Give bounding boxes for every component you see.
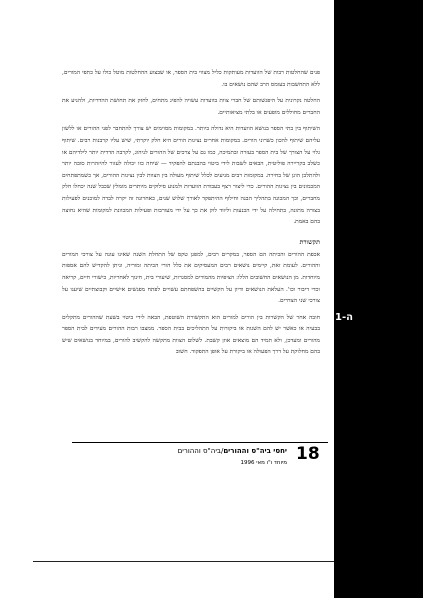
paragraph: השיתוף בין בתי הספר בנושא הוועדות היא נדולה ביותר. במקומות מסוימים יש צורך להתחבר לפני ההורים או ללשון עליהם שיתוף להכון כשרוני הורים. במקומות אחרים נציגות הורים היא חלק יוקרתי, שיש עליו קרבנות רבים. שיתוף גלוי על הצורך של בית הספר בעזרה ובתמיכה, כמו גם על צרכים של ההורים לניהוג, לקרבה הדדית יותר לילדיהם או כשלב בקריירה פוליטית, הבאים לשבות לידי ביטוי בהבנתם להפקיד — שיחה כזו יכולה לעזור להיזהרות סובה יותר ולהתלבן הוגן של בחירה. במקומות רבים מניעים לכלל שיתוף מעולה בין הצוות לבין נציגות ההורים, אך כשמתפתחים המכמונים בין נציגות ההורים. כדי ליצור רצף בעבודת הוועדות ולמנוע סילוקים מיותרים מומלץ שכבל שנה יכחלו חלק מחברים, וכך המכונה בתהליך הבנה וחילוף ההיתפקד לאורך שלוש שנים, כאחרונה זה יקרה לבדה למוכנים לפעילות בצורה מתונה, בתחילה על ידי הכנעות וליווד לוק את כך על ידי מעורבות ופעילות המכוונת למקומות שהיא נחוצה בהם באמת. [62,126,320,226]
footer-rule [72,442,328,443]
paragraph: פנים שהחלטות רבות של הוועדות מעותקות כליל מצווי בית הספר, או שבצוע ההחלטות מוטל כולו על כתפי המורים, ללא התחשבות בעומס הרב שהם נושאים בו. [62,70,320,88]
paragraph: אכפת ההורים והכיתה הם הספר, במקרים רבים, למפגן טקס של התחלת השנה שאינו עונה על צורכי המורים וההורים. לעומת זאת, קיימים נושאים רבים המעסיקים את כלל הורי הכיתה ומוריה, וניתן להקדיש להם אספות מיוחדות. מן הנושאים החשובים הללו: הציפיות מהמורים למסגרות, שיעורי בית, חינוך לאחריות, כישורי חיים, קריאה וכדי דיבור וכו'. העלאת הנושאים ודיון על הקשיים בהשפחתם עשויים לפתח מפגשים אישיים וקבוצתיים שיענו על צורכי שני הצדדים. [62,251,320,305]
running-title-main: יחסי ביה"ס וההורים [223,447,287,455]
running-title [178,447,287,455]
side-tab [334,0,423,598]
page-number: 18 [296,444,320,464]
running-title-sub: /ביה"ס וההורים [177,447,224,455]
paragraph: החלטה נקרונית על היפגשותם של חברי צוות בוועדות עשויה להפיג מתחים, לחזק את תחושת ההדדיות, ולהניע את החברים מחוללים מופעים או בלתי מציאותיים. [62,98,320,116]
article-body [62,68,320,364]
section-heading: תקשורת [299,237,320,246]
side-tab-strip [334,0,349,562]
paragraph: חובה אחר של הקשרות בין הורים למורים הוא התקשורת השוטפת, הבאה לידי ביטוי בשעת שההורים מתקלים בבעיה או כאשר יש להם השגות או ביקורות על התהליכים בבית הספר. ממצבו רבות ההורים מעידים לבית הספר מהורים ומעדכן, ולא תמיד הם מוצאים אוזן קשבת. לשלום הצוות מתקשה להקשיב להורים, במיוחד בנושאים שיש בהם מחלוקת על דרך הפעולה או ביקורת על אופן התפקוד. חשוב [62,314,320,356]
issue-date: מיוחד ו"ו מאי 1996 [240,460,287,466]
side-tab-label: ה-1 [335,312,353,323]
